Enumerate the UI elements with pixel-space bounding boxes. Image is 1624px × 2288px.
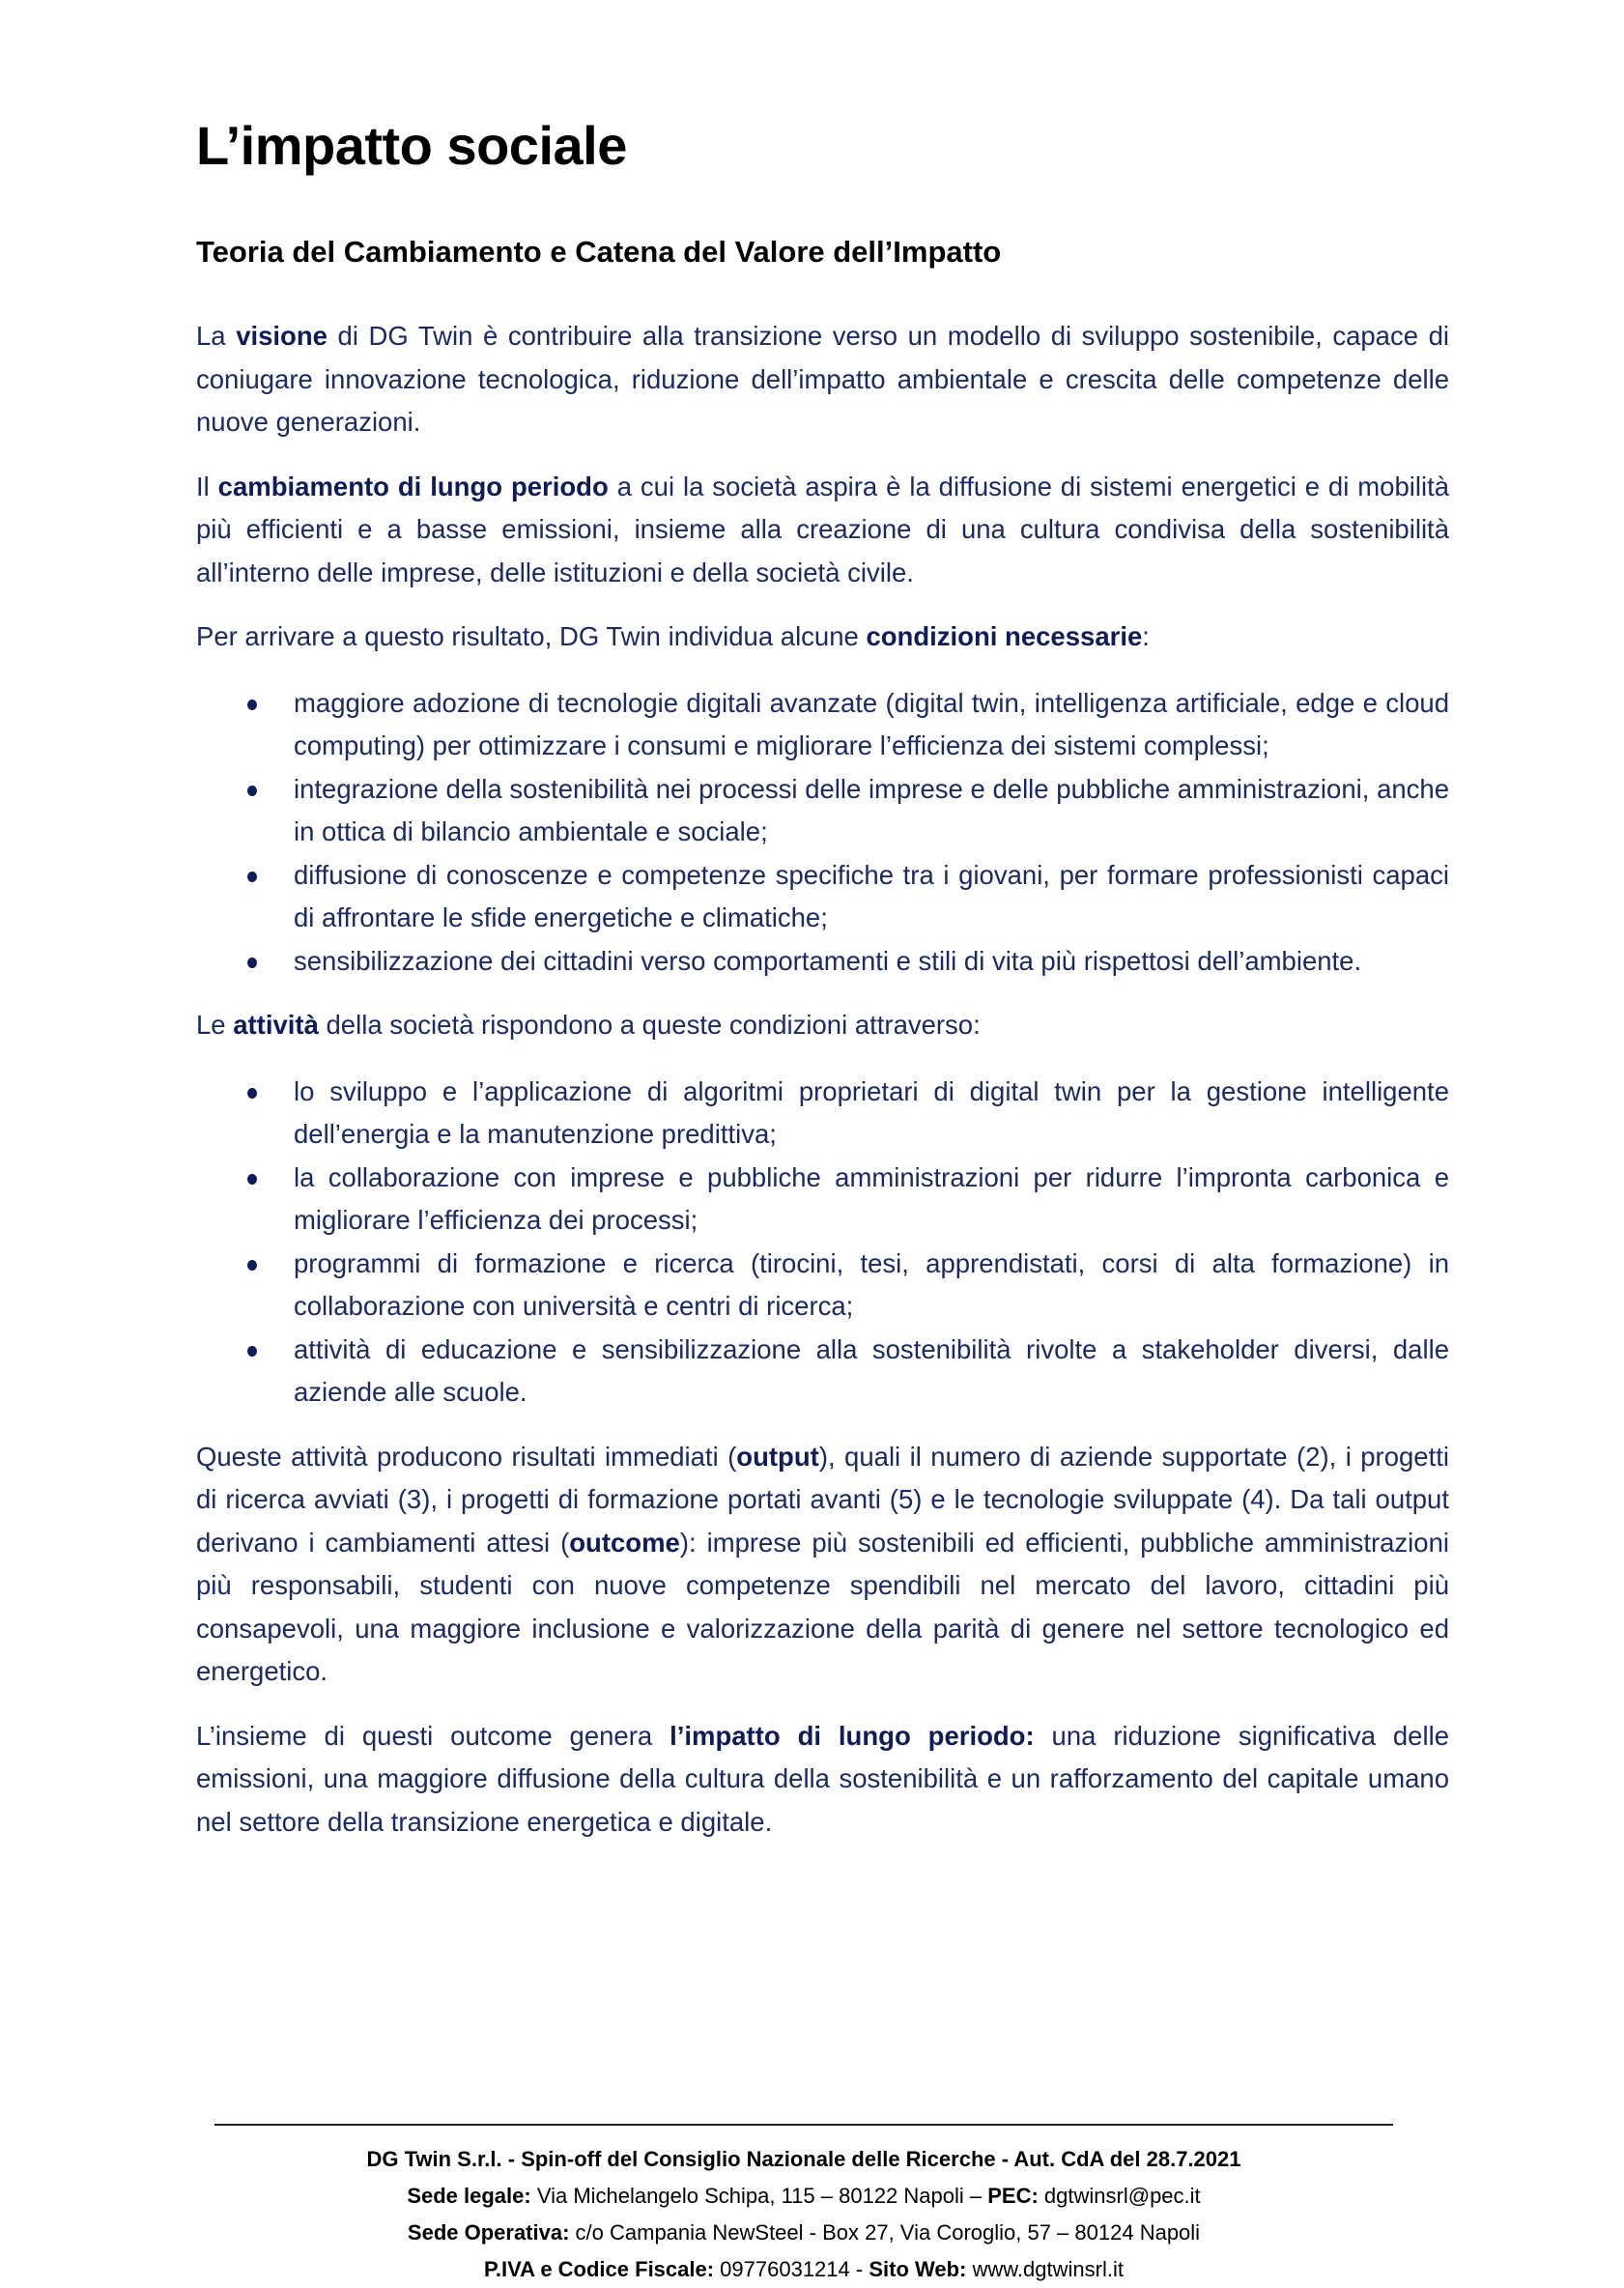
bold-term: attività <box>233 1010 319 1040</box>
footer-operational-address <box>214 2215 1393 2251</box>
label: Sito Web: <box>869 2257 967 2281</box>
text: una riduzione significativa delle emissioni, una maggiore diffusione della cultura della sostenibilità e un rafforzamento del capitale umano nel settore della transizione energetica e digitale. <box>196 1720 1449 1837</box>
bold-term: visione <box>236 321 328 351</box>
footer-tax-web <box>214 2251 1393 2288</box>
list-item: sensibilizzazione dei cittadini verso comportamenti e stili di vita più rispettosi dell’ambiente. <box>294 940 1449 984</box>
footer-legal-address <box>214 2178 1393 2215</box>
page-footer <box>214 2141 1393 2288</box>
list-item: programmi di formazione e ricerca (tirocini, tesi, apprendistati, corsi di alta formazione) in collaborazione con università e centri di ricerca; <box>294 1243 1449 1329</box>
text: Queste attività producono risultati immediati ( <box>196 1441 737 1472</box>
list-item: la collaborazione con imprese e pubbliche amministrazioni per ridurre l’impronta carbonica e migliorare l’efficienza dei processi; <box>294 1157 1449 1243</box>
paragraph-long-term-change <box>196 466 1449 595</box>
paragraph-long-term-impact <box>196 1715 1449 1845</box>
paragraph-vision <box>196 315 1449 444</box>
label: Sede legale: <box>407 2184 531 2208</box>
list-item: maggiore adozione di tecnologie digitali avanzate (digital twin, intelligenza artificiale, edge e cloud computing) per ottimizzare i consumi e migliorare l’efficienza dei sistemi complessi; <box>294 682 1449 768</box>
text: ): imprese più sostenibili ed efficienti, pubbliche amministrazioni più responsabili, studenti con nuove competenze spendibili nel mercato del lavoro, cittadini più consapevoli, una maggiore inclusione e valorizzazione della parità di genere nel settore tecnologico ed energetico. <box>196 1527 1449 1686</box>
bold-term: outcome <box>569 1527 680 1558</box>
list-item: attività di educazione e sensibilizzazione alla sostenibilità rivolte a stakeholder diversi, dalle aziende alle scuole. <box>294 1329 1449 1415</box>
list-item: diffusione di conoscenze e competenze specifiche tra i giovani, per formare professionisti capaci di affrontare le sfide energetiche e climatiche; <box>294 854 1449 940</box>
text: Le <box>196 1010 234 1040</box>
text: L’insieme di questi outcome genera <box>196 1720 670 1751</box>
text: ), quali il numero di aziende supportate (2), i progetti di ricerca avviati (3), i progetti di formazione portati avanti (5) e le tecnologie sviluppate (4). Da tali output derivano i cambiamenti attesi ( <box>196 1441 1449 1558</box>
bold-term: cambiamento di lungo periodo <box>217 471 609 501</box>
value: 09776031214 - <box>714 2257 869 2281</box>
document-body <box>196 315 1449 1865</box>
text: La <box>196 321 237 351</box>
bold-term: l’impatto di lungo periodo: <box>670 1720 1035 1751</box>
conditions-list <box>196 682 1449 984</box>
page-title: L’impatto sociale <box>196 115 627 176</box>
website: www.dgtwinsrl.it <box>966 2257 1124 2281</box>
list-item: integrazione della sostenibilità nei processi delle imprese e delle pubbliche amministrazioni, anche in ottica di bilancio ambientale e sociale; <box>294 768 1449 854</box>
activities-list <box>196 1071 1449 1415</box>
text: della società rispondono a queste condizioni attraverso: <box>318 1010 981 1040</box>
footer-company-line <box>214 2141 1393 2178</box>
value: c/o Campania NewSteel - Box 27, Via Coroglio, 57 – 80124 Napoli <box>569 2220 1201 2245</box>
text: : <box>1142 621 1150 651</box>
paragraph-activities-intro <box>196 1004 1449 1047</box>
label: Sede Operativa: <box>407 2220 570 2245</box>
bold-term: output <box>736 1441 819 1472</box>
footer-divider <box>214 2124 1393 2126</box>
bold-term: condizioni necessarie <box>866 621 1143 651</box>
section-subtitle: Teoria del Cambiamento e Catena del Valore dell’Impatto <box>196 235 1002 269</box>
value: Via Michelangelo Schipa, 115 – 80122 Napoli – <box>530 2184 988 2208</box>
text: Per arrivare a questo risultato, DG Twin individua alcune <box>196 621 867 651</box>
paragraph-conditions-intro <box>196 615 1449 659</box>
company-info: DG Twin S.r.l. - Spin-off del Consiglio Nazionale delle Ricerche - Aut. CdA del 28.7.2021 <box>366 2147 1241 2171</box>
list-item: lo sviluppo e l’applicazione di algoritmi proprietari di digital twin per la gestione intelligente dell’energia e la manutenzione predittiva; <box>294 1071 1449 1157</box>
text: di DG Twin è contribuire alla transizione verso un modello di sviluppo sostenibile, capace di coniugare innovazione tecnologica, riduzione dell’impatto ambientale e crescita delle competenze delle nuove generazioni. <box>196 321 1449 437</box>
pec-email: dgtwinsrl@pec.it <box>1038 2184 1201 2208</box>
paragraph-outputs-outcomes <box>196 1436 1449 1694</box>
text: Il <box>196 471 218 501</box>
text: a cui la società aspira è la diffusione di sistemi energetici e di mobilità più efficienti e a basse emissioni, insieme alla creazione di una cultura condivisa della sostenibilità all’interno delle imprese, delle istituzioni e della società civile. <box>196 471 1450 587</box>
label: P.IVA e Codice Fiscale: <box>484 2257 715 2281</box>
label: PEC: <box>987 2184 1039 2208</box>
